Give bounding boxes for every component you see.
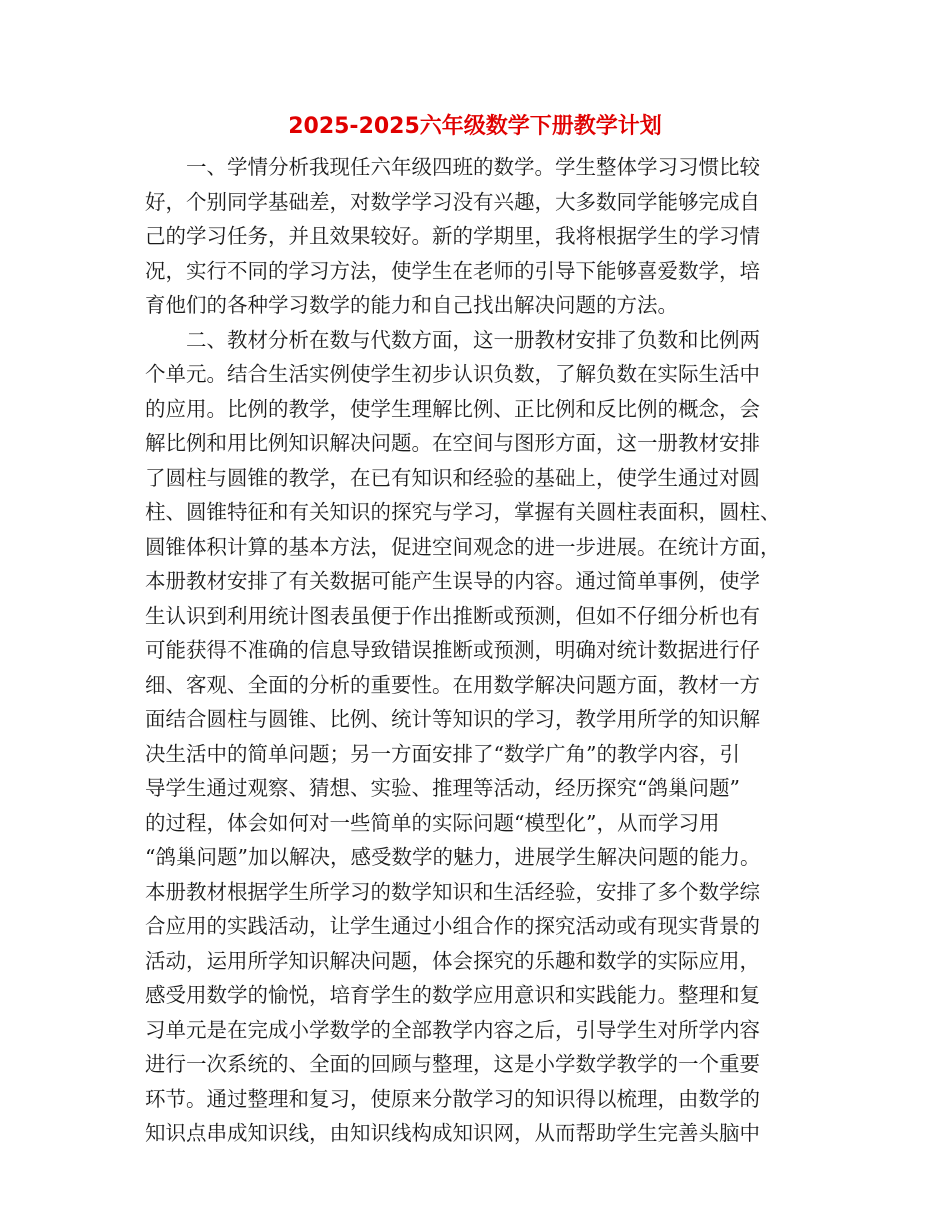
text-line: 决生活中的简单问题；另一方面安排了“数学广角”的教学内容，引 <box>145 741 740 766</box>
text-line: 合应用的实践活动，让学生通过小组合作的探究活动或有现实背景的 <box>145 914 760 938</box>
text-line: 二、教材分析在数与代数方面，这一册教材安排了负数和比例两 <box>145 327 760 352</box>
text-line: 的应用。比例的教学，使学生理解比例、正比例和反比例的概念，会 <box>145 396 760 421</box>
text-line: 圆锥体积计算的基本方法，促进空间观念的进一步进展。在统计方面， <box>145 534 781 559</box>
text-line: 环节。通过整理和复习，使原来分散学习的知识得以梳理，由数学的 <box>145 1086 760 1111</box>
text-line: 可能获得不准确的信息导致错误推断或预测，明确对统计数据进行仔 <box>145 638 760 662</box>
text-line: 细、客观、全面的分析的重要性。在用数学解决问题方面，教材一方 <box>145 672 760 697</box>
text-line: 解比例和用比例知识解决问题。在空间与图形方面，这一册教材安排 <box>145 431 760 455</box>
text-line: 进行一次系统的、全面的回顾与整理，这是小学数学教学的一个重要 <box>145 1052 760 1076</box>
text-line: 知识点串成知识线，由知识线构成知识网，从而帮助学生完善头脑中 <box>145 1121 760 1145</box>
text-line: 感受用数学的愉悦，培育学生的数学应用意识和实践能力。整理和复 <box>145 983 760 1007</box>
text-line: “鸽巢问题”加以解决，感受数学的魅力，进展学生解决问题的能力。 <box>145 845 761 869</box>
text-line: 生认识到利用统计图表虽便于作出推断或预测，但如不仔细分析也有 <box>145 603 760 628</box>
text-line: 的过程，体会如何对一些简单的实际问题“模型化”，从而学习用 <box>145 810 720 835</box>
document-body <box>145 150 805 1151</box>
text-line: 面结合圆柱与圆锥、比例、统计等知识的学习，教学用所学的知识解 <box>145 707 760 731</box>
text-line: 况，实行不同的学习方法，使学生在老师的引导下能够喜爱数学，培 <box>145 258 760 283</box>
text-line: 柱、圆锥特征和有关知识的探究与学习，掌握有关圆柱表面积，圆柱、 <box>145 500 781 524</box>
document-title: 2025-2025六年级数学下册教学计划 <box>288 114 662 139</box>
text-line: 本册教材安排了有关数据可能产生误导的内容。通过简单事例，使学 <box>145 569 760 593</box>
text-line: 好，个别同学基础差，对数学学习没有兴趣，大多数同学能够完成自 <box>145 189 760 214</box>
text-line: 了圆柱与圆锥的教学，在已有知识和经验的基础上，使学生通过对圆 <box>145 465 760 490</box>
text-line: 活动，运用所学知识解决问题，体会探究的乐趣和数学的实际应用， <box>145 948 760 973</box>
text-line: 习单元是在完成小学数学的全部教学内容之后，引导学生对所学内容 <box>145 1017 760 1042</box>
text-line: 本册教材根据学生所学习的数学知识和生活经验，安排了多个数学综 <box>145 879 760 904</box>
text-line: 己的学习任务，并且效果较好。新的学期里，我将根据学生的学习情 <box>145 224 760 248</box>
text-line: 导学生通过观察、猜想、实验、推理等活动，经历探究“鸽巢问题” <box>145 776 740 800</box>
text-line: 个单元。结合生活实例使学生初步认识负数，了解负数在实际生活中 <box>145 362 760 386</box>
text-line: 育他们的各种学习数学的能力和自己找出解决问题的方法。 <box>145 293 678 317</box>
text-line: 一、学情分析我现任六年级四班的数学。学生整体学习习惯比较 <box>145 155 760 179</box>
